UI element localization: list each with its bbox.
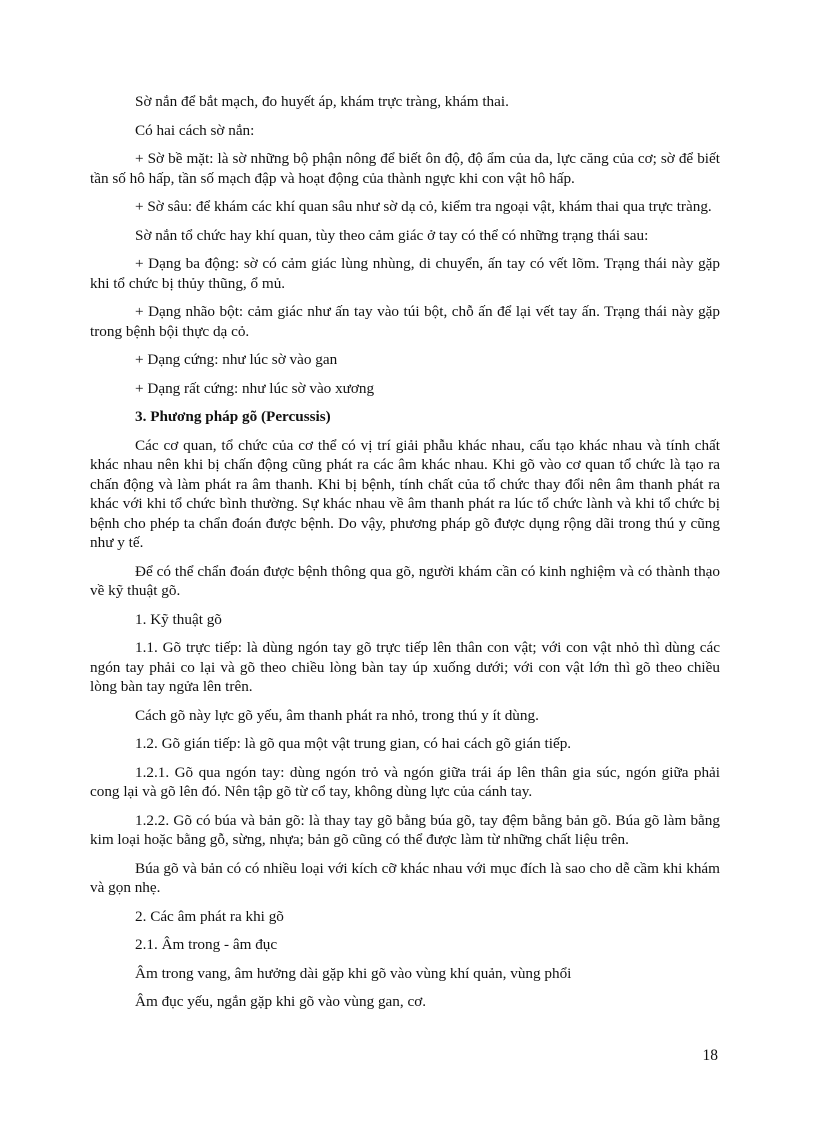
page-number: 18 (702, 1047, 718, 1064)
subsection-heading: 1. Kỹ thuật gõ (135, 610, 222, 628)
paragraph: Búa gõ và bản có có nhiều loại với kích cỡ khác nhau với mục đích là sao cho dễ cầm khi khám và gọn nhẹ. (90, 859, 720, 896)
paragraph: + Dạng nhão bột: cảm giác như ấn tay vào túi bột, chỗ ấn để lại vết tay ấn. Trạng thái này gặp trong bệnh bội thực dạ cỏ. (90, 303, 720, 340)
subsection-heading: 2.1. Âm trong - âm đục (135, 936, 278, 953)
paragraph: 1.2.1. Gõ qua ngón tay: dùng ngón trỏ và ngón giữa trái áp lên thân gia súc, ngón giữa phải cong lại và gõ lên đó. Nên tập gõ từ cổ tay, không dùng lực của cánh tay. (90, 763, 720, 800)
paragraph: + Dạng ba động: sờ có cảm giác lùng nhùng, di chuyển, ấn tay có vết lõm. Trạng thái này gặp khi tổ chức bị thủy thũng, ổ mủ. (90, 255, 720, 292)
page-body (90, 92, 720, 1021)
paragraph: + Dạng rất cứng: như lúc sờ vào xương (135, 379, 375, 397)
paragraph: Cách gõ này lực gõ yếu, âm thanh phát ra nhỏ, trong thú y ít dùng. (135, 706, 539, 724)
paragraph: Để có thể chẩn đoán được bệnh thông qua gõ, người khám cần có kinh nghiệm và có thành thạo về kỹ thuật gõ. (90, 562, 720, 599)
paragraph: Các cơ quan, tổ chức của cơ thể có vị trí giải phẫu khác nhau, cấu tạo khác nhau và tính chất khác nhau nên khi bị chấn động cũng phát ra các âm khác nhau. Khi gõ vào cơ quan tổ chức là tạo ra chấn động và làm phát ra âm thanh. Khi bị bệnh, tính chất của tổ chức thay đổi nên âm thanh phát ra khác với khi tổ chức bình thường. Sự khác nhau về âm thanh phát ra lúc tổ chức lành và khi tổ chức bị bệnh cho phép ta chẩn đoán được bệnh. Do vậy, phương pháp gõ được dụng rộng dãi trong thú y cũng như y tế. (90, 436, 720, 551)
paragraph: + Dạng cứng: như lúc sờ vào gan (135, 351, 338, 368)
paragraph: Âm trong vang, âm hưởng dài gặp khi gõ vào vùng khí quản, vùng phổi (135, 964, 572, 982)
paragraph: 1.2.2. Gõ có búa và bản gõ: là thay tay gõ bằng búa gõ, tay đệm bằng bản gõ. Búa gõ làm bằng kim loại hoặc bằng gỗ, sừng, nhựa; bản gõ cũng có thể được làm từ những chất liệu trên. (90, 811, 720, 848)
section-heading: 3. Phương pháp gõ (Percussis) (135, 408, 331, 425)
paragraph: Sờ nắn để bắt mạch, đo huyết áp, khám trực tràng, khám thai. (135, 93, 509, 110)
paragraph: Âm đục yếu, ngắn gặp khi gõ vào vùng gan, cơ. (135, 993, 427, 1010)
paragraph: + Sờ sâu: để khám các khí quan sâu như sờ dạ cỏ, kiểm tra ngoại vật, khám thai qua trực tràng. (135, 198, 712, 215)
paragraph: 1.1. Gõ trực tiếp: là dùng ngón tay gõ trực tiếp lên thân con vật; với con vật nhỏ thì dùng các ngón tay phải co lại và gõ theo chiều lòng bàn tay úp xuống dưới; với con vật lớn thì gõ theo chiều lòng bàn tay ngửa lên trên. (90, 639, 720, 695)
paragraph: + Sờ bề mặt: là sờ những bộ phận nông để biết ôn độ, độ ẩm của da, lực căng của cơ; sờ để biết tần số hô hấp, tần số mạch đập và hoạt động của thành ngực khi con vật hô hấp. (90, 150, 720, 187)
paragraph: Sờ nắn tổ chức hay khí quan, tùy theo cảm giác ở tay có thể có những trạng thái sau: (135, 226, 649, 244)
paragraph: Có hai cách sờ nắn: (135, 121, 255, 139)
subsection-heading: 2. Các âm phát ra khi gõ (135, 907, 284, 925)
paragraph: 1.2. Gõ gián tiếp: là gõ qua một vật trung gian, có hai cách gõ gián tiếp. (135, 735, 572, 752)
